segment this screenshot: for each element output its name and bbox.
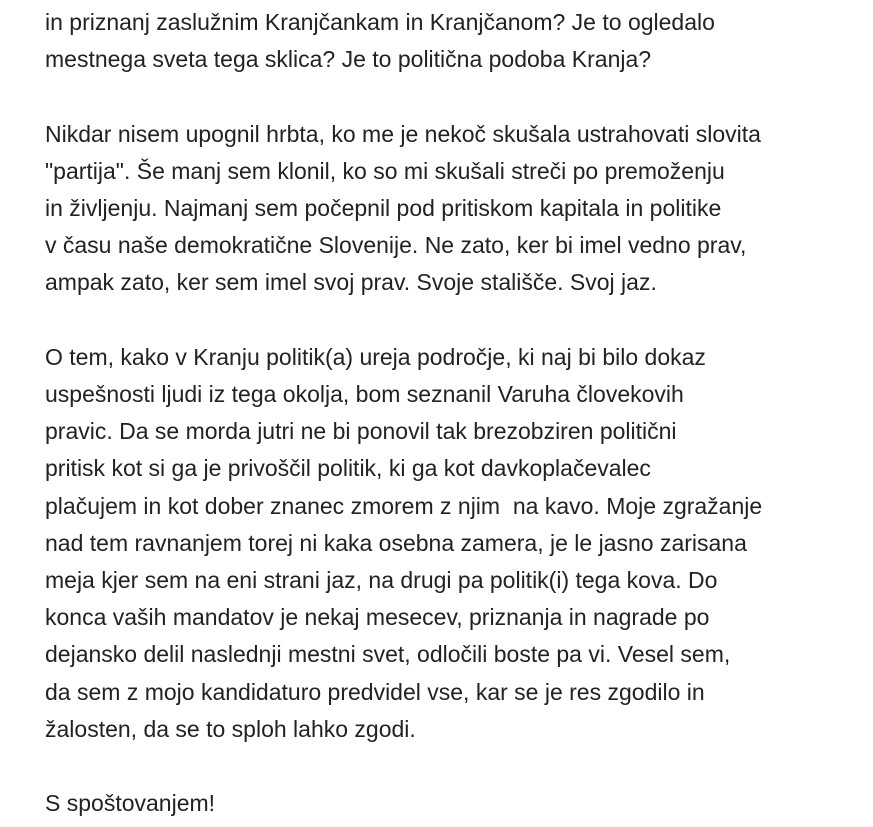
text-line: pritisk kot si ga je privoščil politik, ki ga kot davkoplačevalec <box>45 455 651 482</box>
text-line: plačujem in kot dober znanec zmorem z njim na kavo. Moje zgražanje <box>45 492 763 519</box>
text-line: žalosten, da se to sploh lahko zgodi. <box>45 715 416 742</box>
paragraph-stance <box>45 116 845 302</box>
text-line: nad tem ravnanjem torej ni kaka osebna zamera, je le jasno zarisana <box>45 529 747 556</box>
paragraph-questions <box>45 4 845 78</box>
text-line: konca vaših mandatov je nekaj mesecev, priznanja in nagrade po <box>45 604 710 631</box>
text-line: in priznanj zaslužnim Kranjčankam in Kranjčanom? Je to ogledalo <box>45 9 715 35</box>
text-line: dejansko delil naslednji mestni svet, odločili boste pa vi. Vesel sem, <box>45 641 731 668</box>
text-line: pravic. Da se morda jutri ne bi ponovil tak brezobziren politični <box>45 418 677 445</box>
text-line: "partija". Še manj sem klonil, ko so mi skušali streči po premoženju <box>45 157 725 184</box>
text-line: meja kjer sem na eni strani jaz, na drugi pa politik(i) tega kova. Do <box>45 567 718 594</box>
closing-salutation <box>45 785 845 822</box>
text-line: S spoštovanjem! <box>45 790 216 817</box>
text-line: ampak zato, ker sem imel svoj prav. Svoje stališče. Svoj jaz. <box>45 269 657 296</box>
text-line: mestnega sveta tega sklica? Je to politična podoba Kranja? <box>45 46 652 73</box>
text-line: in življenju. Najmanj sem počepnil pod pritiskom kapitala in politike <box>45 195 722 221</box>
text-line: uspešnosti ljudi iz tega okolja, bom seznanil Varuha človekovih <box>45 381 684 407</box>
document-body <box>45 4 845 822</box>
text-line: O tem, kako v Kranju politik(a) ureja področje, ki naj bi bilo dokaz <box>45 343 706 370</box>
text-line: Nikdar nisem upognil hrbta, ko me je nekoč skušala ustrahovati slovita <box>45 120 761 147</box>
text-line: da sem z mojo kandidaturo predvidel vse, kar se je res zgodilo in <box>45 678 705 705</box>
paragraph-ombudsman <box>45 339 845 748</box>
text-line: v času naše demokratične Slovenije. Ne zato, ker bi imel vedno prav, <box>45 232 747 259</box>
